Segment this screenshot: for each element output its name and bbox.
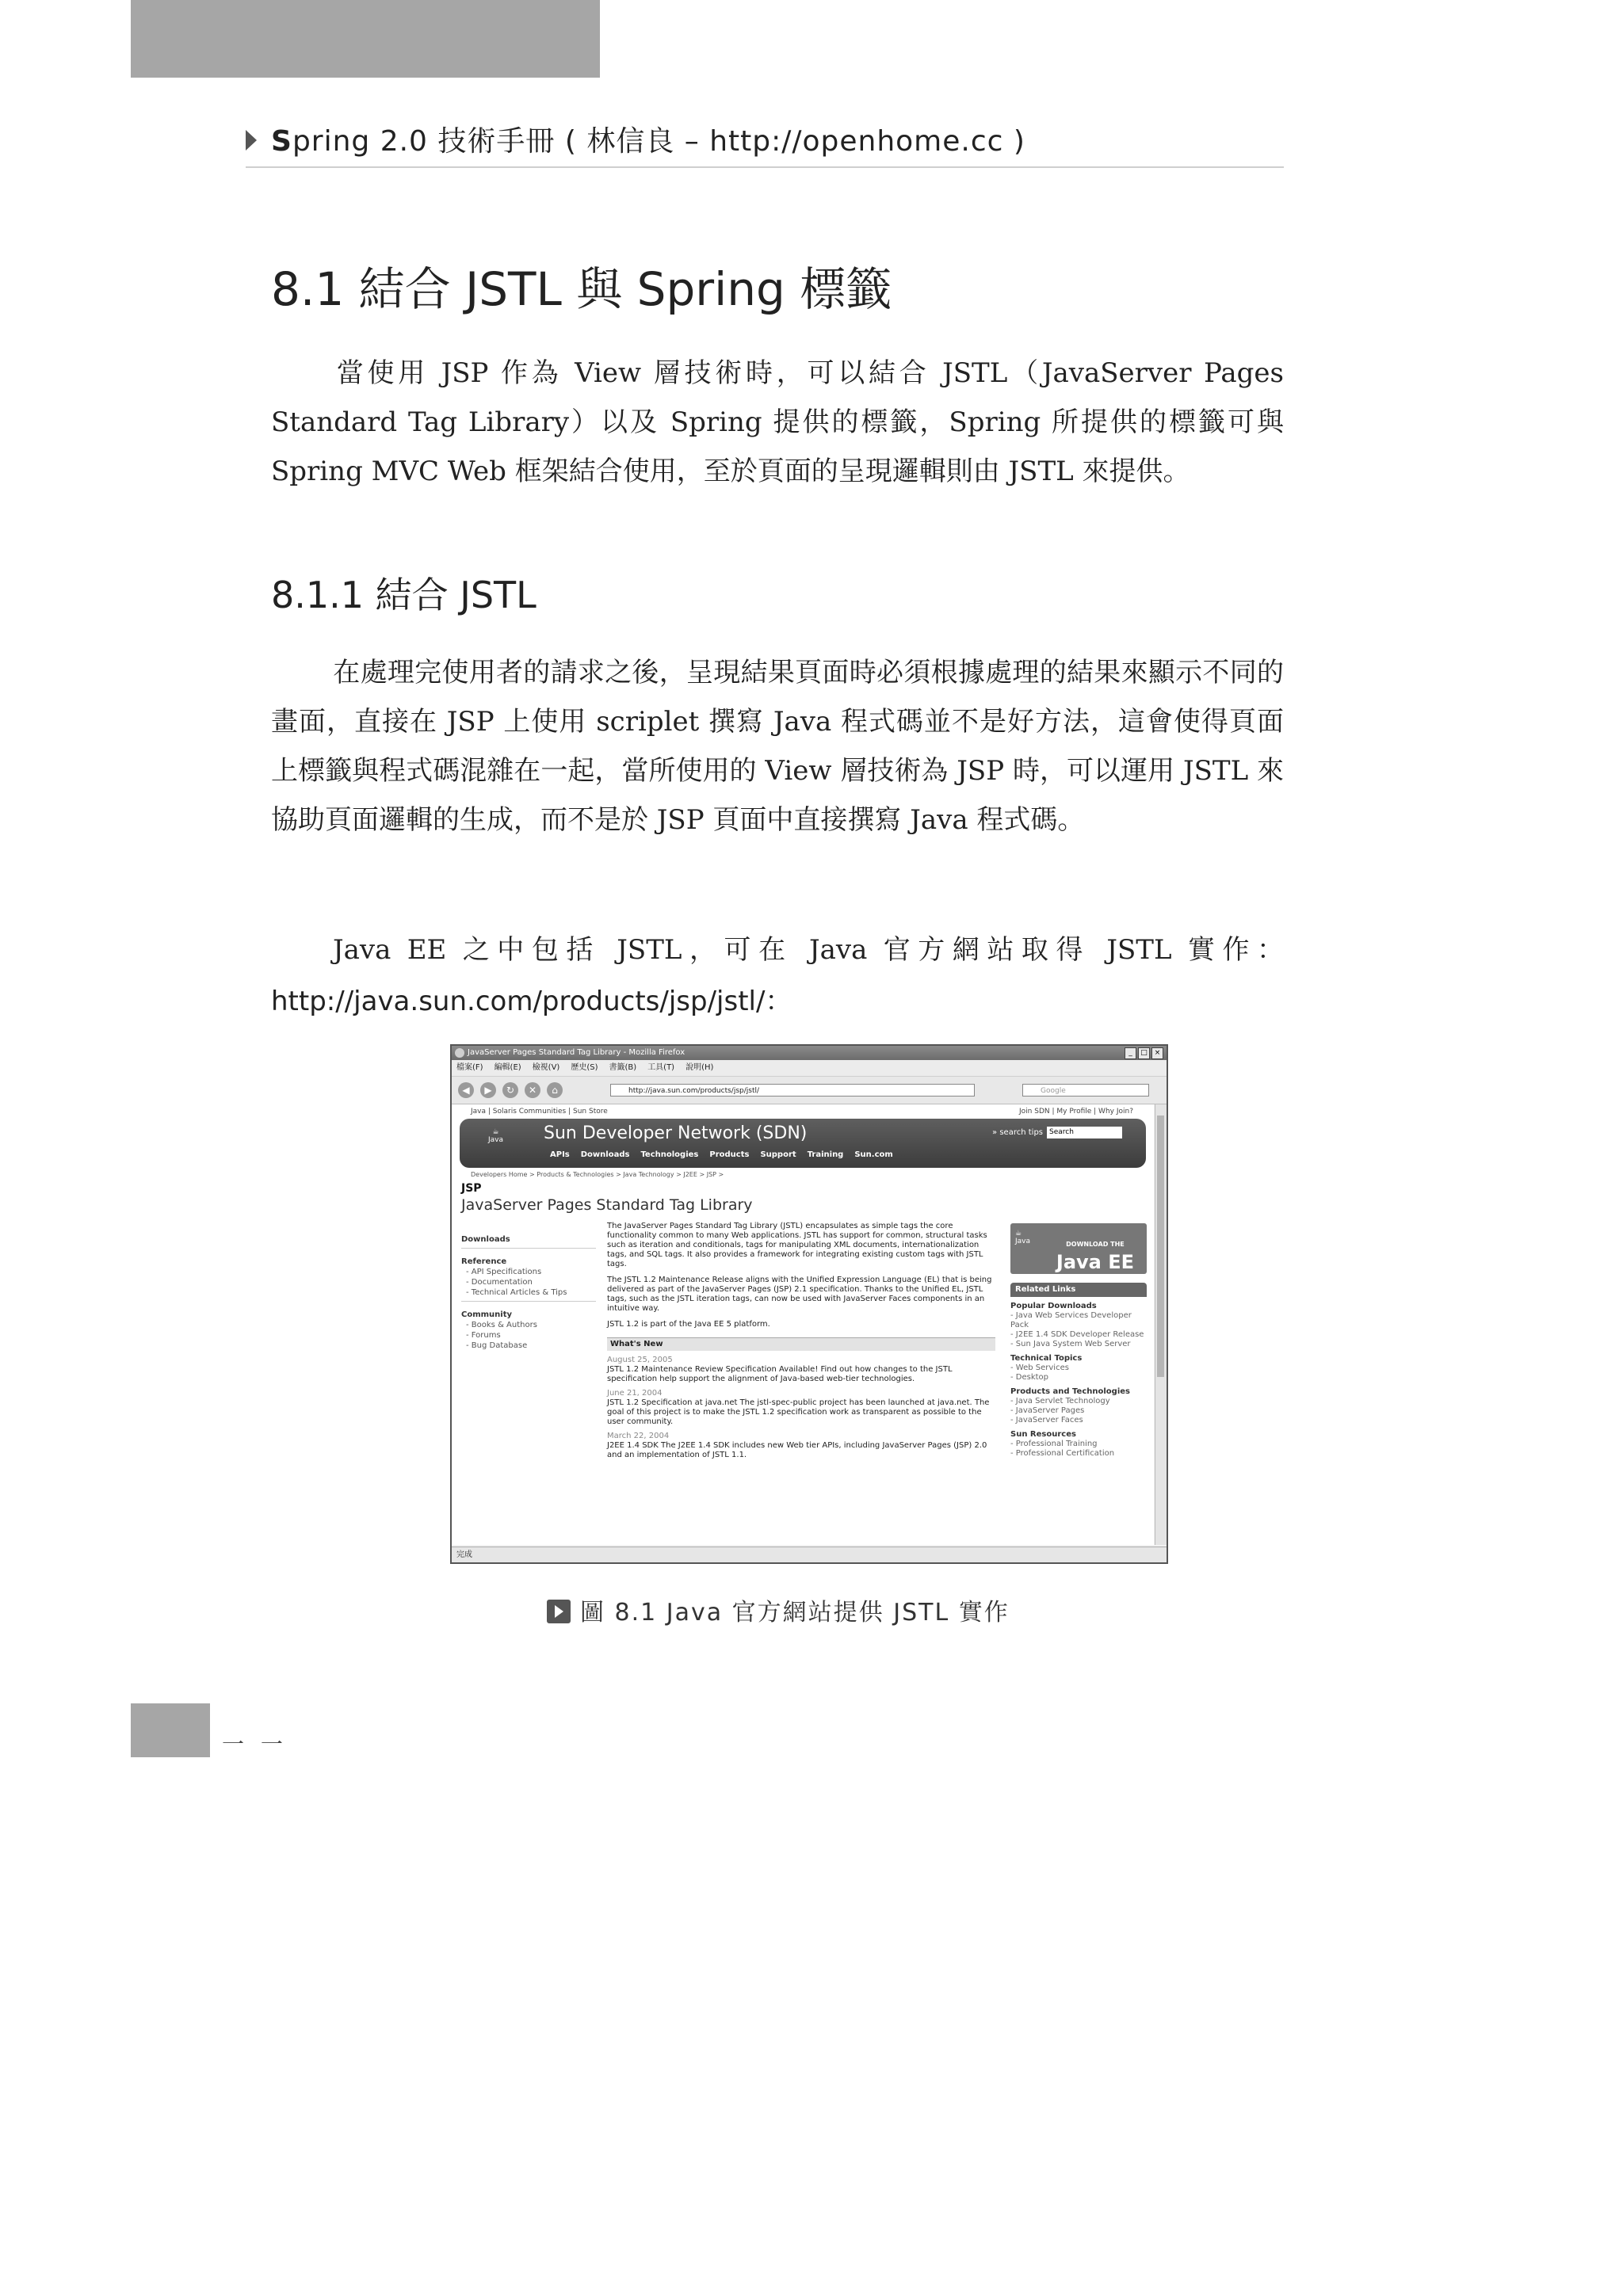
close-icon[interactable]: × — [1151, 1047, 1163, 1059]
banner-menu-item[interactable]: Sun.com — [854, 1150, 893, 1159]
header-tab — [131, 0, 600, 78]
body-paragraph-2: Java EE 之中包括 JSTL，可在 Java 官方網站取得 JSTL 實作： — [333, 934, 1284, 966]
related-link[interactable]: - Java Web Services Developer Pack — [1010, 1311, 1132, 1329]
vertical-scrollbar[interactable] — [1155, 1104, 1167, 1545]
running-head-text: Spring 2.0 技術手冊 ( 林信良 – http://openhome.cc ) — [271, 125, 1025, 158]
footer-tab — [131, 1703, 210, 1757]
news-item[interactable]: JSTL 1.2 Specification at java.net The jstl-spec-public project has been launched at java.net. The goal of this project is to make the JSTL 1.2 specification work as transparent as possible to the user community. — [607, 1398, 990, 1426]
related-links — [1010, 1283, 1147, 1459]
back-icon[interactable]: ◀ — [458, 1082, 474, 1098]
page-heading: JSP — [461, 1182, 482, 1195]
banner-menu-item[interactable]: Support — [760, 1150, 796, 1159]
banner-title: Sun Developer Network (SDN) — [544, 1123, 808, 1143]
related-group-title: Sun Resources — [1010, 1430, 1076, 1439]
related-link[interactable]: - Java Servlet Technology — [1010, 1397, 1110, 1405]
page-content — [452, 1104, 1154, 1545]
nav-reference[interactable]: Reference — [461, 1257, 507, 1266]
related-link[interactable]: - Sun Java System Web Server — [1010, 1340, 1131, 1348]
related-group-title: Popular Downloads — [1010, 1302, 1097, 1310]
news-item[interactable]: JSTL 1.2 Maintenance Review Specification Available! Find out how changes to the JSTL specification help support the alignment of Java-based web-tier technologies. — [607, 1365, 953, 1383]
play-icon — [547, 1600, 571, 1623]
menu-bookmarks[interactable]: 書籤(B) — [609, 1063, 637, 1072]
nav-toolbar — [452, 1077, 1167, 1104]
menu-help[interactable]: 說明(H) — [685, 1063, 714, 1072]
maximize-icon[interactable]: □ — [1138, 1047, 1150, 1059]
java-cup-icon: ☕ Java — [1015, 1230, 1031, 1245]
page-number: 一 一 — [222, 1731, 288, 1757]
banner-menu-item[interactable]: Products — [709, 1150, 750, 1159]
related-link[interactable]: - Web Services — [1010, 1363, 1069, 1372]
banner-menu-item[interactable]: Technologies — [640, 1150, 699, 1159]
left-nav — [461, 1226, 596, 1351]
window-controls — [1125, 1047, 1163, 1059]
status-bar: 完成 — [452, 1547, 1167, 1562]
nav-item[interactable]: - Books & Authors — [466, 1321, 537, 1329]
firefox-icon — [455, 1048, 464, 1058]
news-date: March 22, 2004 — [607, 1432, 670, 1440]
whats-new-heading: What's New — [607, 1337, 995, 1351]
related-link[interactable]: - Professional Certification — [1010, 1449, 1115, 1458]
address-bar[interactable]: http://java.sun.com/products/jsp/jstl/ — [610, 1084, 975, 1097]
home-icon[interactable]: ⌂ — [547, 1082, 563, 1098]
banner-menu-item[interactable]: Training — [807, 1150, 844, 1159]
search-tips-link[interactable]: » search tips — [992, 1128, 1043, 1137]
top-links[interactable]: Java | Solaris Communities | Sun Store — [471, 1108, 608, 1116]
breadcrumb[interactable]: Developers Home > Products & Technologies > Java Technology > J2EE > JSP > — [471, 1171, 724, 1178]
body-text: JSTL 1.2 is part of the Java EE 5 platform. — [607, 1320, 770, 1329]
menu-tools[interactable]: 工具(T) — [647, 1063, 675, 1072]
body-paragraph-1: 在處理完使用者的請求之後，呈現結果頁面時必須根據處理的結果來顯示不同的畫面，直接在 JSP 上使用 scriplet 撰寫 Java 程式碼並不是好方法，這會使得頁面上標籤與程式碼混雜在一起，當所使用的 View 層技術為 JSP 時，可以運用 JSTL 來協助頁面邏輯的生成，而不是於 JSP 頁面中直接撰寫 Java 程式碼。 — [271, 657, 1284, 836]
related-group-title: Products and Technologies — [1010, 1387, 1130, 1396]
nav-community[interactable]: Community — [461, 1310, 513, 1319]
intro-paragraph: 當使用 JSP 作為 View 層技術時，可以結合 JSTL（JavaServer Pages Standard Tag Library）以及 Spring 提供的標籤，Spring 所提供的標籤可與 Spring MVC Web 框架結合使用，至於頁面的呈現邏輯則由 JSTL 來提供。 — [271, 357, 1284, 487]
reload-icon[interactable]: ↻ — [502, 1082, 518, 1098]
menu-edit[interactable]: 編輯(E) — [494, 1063, 521, 1072]
running-head — [246, 119, 1284, 168]
java-logo-icon: ☕ Java — [488, 1128, 504, 1144]
promo-text: DOWNLOAD THE Java EE — [1056, 1241, 1134, 1273]
bullet-arrow-icon — [246, 130, 257, 151]
nav-item[interactable]: - API Specifications — [466, 1268, 542, 1276]
body-text: The JavaServer Pages Standard Tag Library (JSTL) encapsulates as simple tags the core functionality common to many Web applications. JSTL has support for common, structural tasks such as iteration and conditionals, tags for manipulating XML documents, internationalization tags, and SQL tags. It also provides a framework for integrating existing custom tags with JSTL tags. — [607, 1222, 987, 1268]
related-link[interactable]: - JavaServer Pages — [1010, 1406, 1085, 1415]
banner-menu-item[interactable]: APIs — [550, 1150, 570, 1159]
browser-screenshot — [450, 1044, 1168, 1564]
nav-downloads[interactable]: Downloads — [461, 1235, 510, 1244]
banner-menu-item[interactable]: Downloads — [580, 1150, 630, 1159]
related-links-header: Related Links — [1010, 1283, 1147, 1297]
figure-caption: 圖 8.1 Java 官方網站提供 JSTL 實作 — [547, 1592, 1010, 1627]
related-link[interactable]: - J2EE 1.4 SDK Developer Release — [1010, 1330, 1144, 1339]
search-input[interactable]: Google — [1022, 1084, 1149, 1097]
nav-item[interactable]: - Documentation — [466, 1278, 533, 1287]
java-ee-sdk-promo[interactable] — [1010, 1223, 1147, 1274]
banner-menu — [550, 1150, 893, 1159]
related-link[interactable]: - Desktop — [1010, 1373, 1049, 1382]
window-titlebar — [452, 1046, 1167, 1060]
nav-item[interactable]: - Technical Articles & Tips — [466, 1288, 567, 1297]
menu-bar — [452, 1060, 1167, 1077]
news-date: June 21, 2004 — [607, 1389, 663, 1398]
account-links[interactable]: Join SDN | My Profile | Why Join? — [1019, 1108, 1133, 1116]
related-group-title: Technical Topics — [1010, 1354, 1083, 1363]
main-column — [607, 1222, 995, 1460]
nav-item[interactable]: - Forums — [466, 1331, 501, 1340]
minimize-icon[interactable]: _ — [1125, 1047, 1136, 1059]
site-search-input[interactable]: Search — [1047, 1127, 1122, 1138]
related-link[interactable]: - Professional Training — [1010, 1440, 1098, 1448]
stop-icon[interactable]: ✕ — [525, 1082, 540, 1098]
menu-file[interactable]: 檔案(F) — [456, 1063, 483, 1072]
jstl-url[interactable]: http://java.sun.com/products/jsp/jstl/： — [271, 986, 792, 1017]
window-title: JavaServer Pages Standard Tag Library - Mozilla Firefox — [468, 1048, 685, 1057]
scrollbar-thumb[interactable] — [1157, 1116, 1164, 1377]
news-date: August 25, 2005 — [607, 1356, 673, 1364]
nav-item[interactable]: - Bug Database — [466, 1341, 528, 1350]
sdn-banner — [460, 1119, 1146, 1168]
section-title: 8.1 結合 JSTL 與 Spring 標籤 — [271, 262, 892, 316]
subsection-title: 8.1.1 結合 JSTL — [271, 574, 537, 616]
menu-view[interactable]: 檢視(V) — [532, 1063, 560, 1072]
news-item[interactable]: J2EE 1.4 SDK The J2EE 1.4 SDK includes new Web tier APIs, including JavaServer Pages (JSP) 2.0 and an implementation of JSTL 1.1. — [607, 1441, 987, 1459]
page-subheading: JavaServer Pages Standard Tag Library — [461, 1196, 753, 1214]
menu-history[interactable]: 歷史(S) — [571, 1063, 598, 1072]
body-text: The JSTL 1.2 Maintenance Release aligns with the Unified Expression Language (EL) that is being delivered as part of the JavaServer Pages (JSP) 2.1 specification. Thanks to the Unified EL, JSTL tags, such as the JSTL iteration tags, can now be used with JavaServer Faces components in an intuitive way. — [607, 1276, 992, 1313]
related-link[interactable]: - JavaServer Faces — [1010, 1416, 1083, 1425]
forward-icon[interactable]: ▶ — [480, 1082, 496, 1098]
